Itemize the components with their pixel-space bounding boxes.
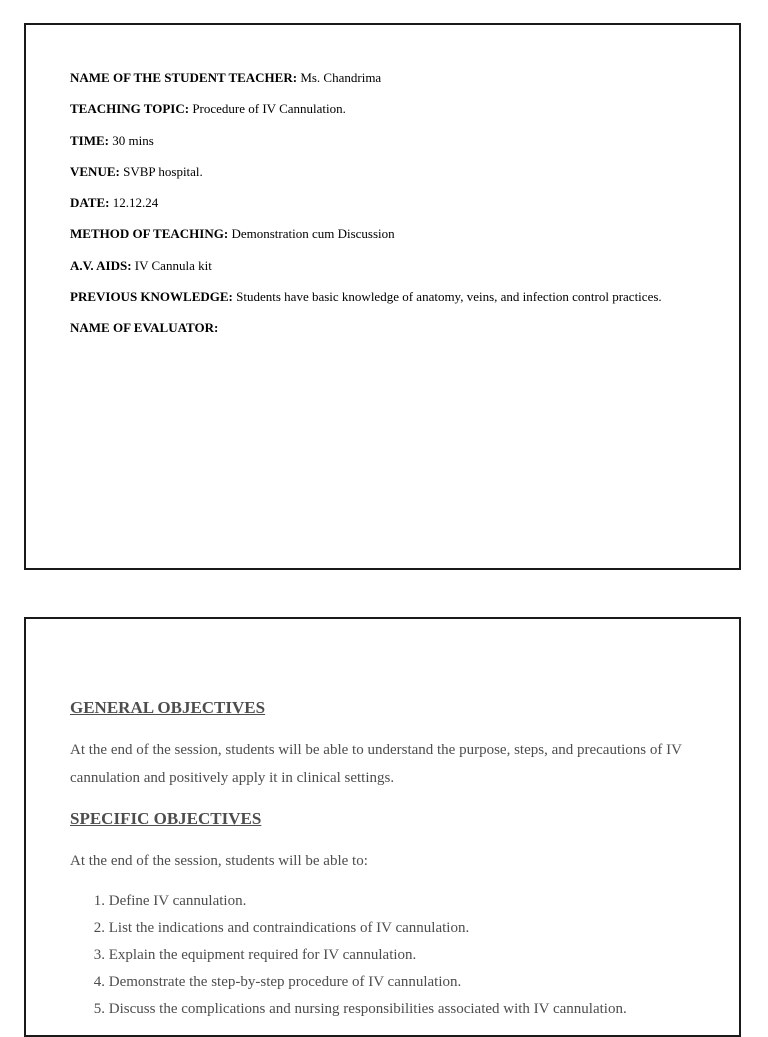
av-aids-line bbox=[70, 258, 212, 274]
time-label: TIME: bbox=[70, 133, 109, 148]
student-teacher-value: Ms. Chandrima bbox=[297, 70, 382, 85]
student-teacher-line bbox=[70, 70, 381, 86]
teaching-topic-label: TEACHING TOPIC: bbox=[70, 101, 190, 116]
list-item bbox=[70, 918, 627, 945]
list-item bbox=[70, 972, 627, 999]
list-item-text: Discuss the complications and nursing responsibilities associated with IV cannulation. bbox=[108, 1001, 627, 1017]
teaching-topic-line bbox=[70, 101, 346, 117]
date-line bbox=[70, 195, 158, 211]
general-objectives-text: At the end of the session, students will be able to understand the purpose, steps, and precautions of IV cannulation and positively apply it in clinical settings. bbox=[70, 742, 682, 786]
venue-value: SVBP hospital. bbox=[119, 164, 203, 179]
list-item bbox=[70, 945, 627, 972]
list-item-text: Demonstrate the step-by-step procedure of IV cannulation. bbox=[108, 974, 462, 990]
time-line bbox=[70, 133, 154, 149]
lesson-info-page bbox=[24, 23, 741, 570]
list-item bbox=[70, 999, 627, 1026]
venue-label: VENUE: bbox=[70, 164, 120, 179]
list-item-text: Define IV cannulation. bbox=[108, 893, 247, 909]
list-item-text: Explain the equipment required for IV cannulation. bbox=[108, 947, 417, 963]
method-label: METHOD OF TEACHING: bbox=[70, 226, 229, 241]
evaluator-line bbox=[70, 320, 218, 336]
list-item-number: 3. bbox=[93, 947, 105, 963]
previous-knowledge-label: PREVIOUS KNOWLEDGE: bbox=[70, 289, 233, 304]
time-value: 30 mins bbox=[109, 133, 154, 148]
teaching-topic-value: Procedure of IV Cannulation. bbox=[189, 101, 346, 116]
student-teacher-label: NAME OF THE STUDENT TEACHER: bbox=[70, 70, 298, 85]
list-item-number: 2. bbox=[93, 920, 105, 936]
list-item bbox=[70, 891, 627, 918]
method-value: Demonstration cum Discussion bbox=[228, 226, 395, 241]
list-item-number: 4. bbox=[93, 974, 105, 990]
specific-objectives-intro: At the end of the session, students will be able to: bbox=[70, 853, 368, 869]
objectives-page bbox=[24, 617, 741, 1037]
general-objectives-title: GENERAL OBJECTIVES bbox=[70, 698, 266, 717]
venue-line bbox=[70, 164, 203, 180]
list-item-text: List the indications and contraindications of IV cannulation. bbox=[108, 920, 470, 936]
av-aids-label: A.V. AIDS: bbox=[70, 258, 132, 273]
date-label: DATE: bbox=[70, 195, 110, 210]
list-item-number: 1. bbox=[93, 893, 105, 909]
specific-objectives-list bbox=[70, 891, 627, 1026]
specific-objectives-title: SPECIFIC OBJECTIVES bbox=[70, 809, 262, 828]
list-item-number: 5. bbox=[93, 1001, 105, 1017]
previous-knowledge-value: Students have basic knowledge of anatomy, veins, and infection control practices. bbox=[232, 289, 662, 304]
method-line bbox=[70, 226, 395, 242]
date-value: 12.12.24 bbox=[109, 195, 159, 210]
previous-knowledge-line bbox=[70, 289, 662, 305]
av-aids-value: IV Cannula kit bbox=[131, 258, 212, 273]
evaluator-label: NAME OF EVALUATOR: bbox=[70, 320, 219, 335]
